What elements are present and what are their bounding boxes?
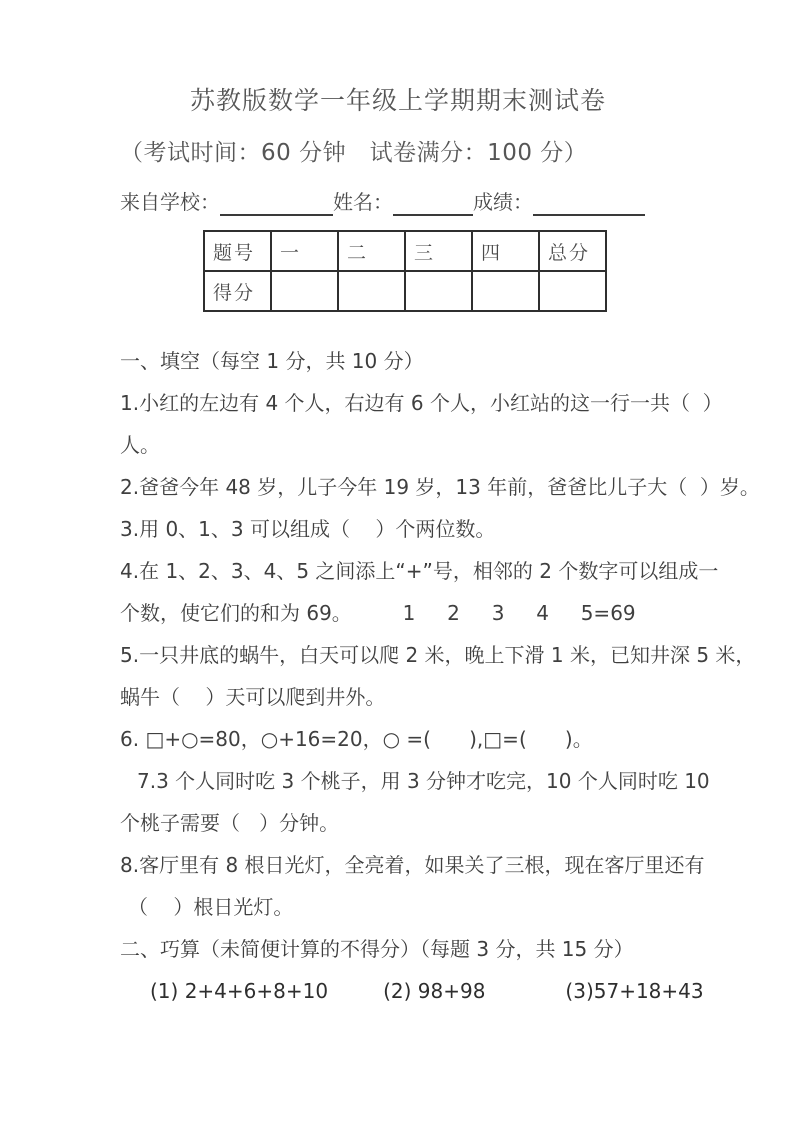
name-blank-field bbox=[393, 192, 473, 216]
score-table-empty-cell bbox=[338, 271, 405, 311]
score-table-score-row bbox=[204, 271, 606, 311]
question-5-line-1: 5.一只井底的蜗牛，白天可以爬 2 米，晚上下滑 1 米，已知井深 5 米， bbox=[120, 643, 756, 667]
question-5-line-2: 蜗牛（ ）天可以爬到井外。 bbox=[120, 685, 386, 709]
question-8-line-2: （ ）根日光灯。 bbox=[128, 895, 294, 919]
exam-info-subtitle: （考试时间：60 分钟 试卷满分：100 分） bbox=[120, 140, 588, 166]
question-8-line-1: 8.客厅里有 8 根日光灯，全亮着，如果关了三根，现在客厅里还有 bbox=[120, 853, 705, 877]
calc-problem-3: (3)57+18+43 bbox=[565, 979, 704, 1003]
score-table-cell-section-3: 三 bbox=[405, 231, 472, 271]
school-label: 来自学校： bbox=[120, 190, 220, 214]
question-1-line-1: 1.小红的左边有 4 个人，右边有 6 个人，小红站的这一行一共（ ） bbox=[120, 391, 723, 415]
section-one-heading: 一、填空（每空 1 分，共 10 分） bbox=[120, 349, 424, 373]
question-7-line-1: 7.3 个人同时吃 3 个桃子，用 3 分钟才吃完，10 个人同时吃 10 bbox=[137, 769, 710, 793]
section-two-heading: 二、巧算（未简便计算的不得分）（每题 3 分，共 15 分） bbox=[120, 937, 634, 961]
paper-title: 苏教版数学一年级上学期期末测试卷 bbox=[189, 86, 606, 115]
score-blank-field bbox=[533, 192, 645, 216]
question-1-line-2: 人。 bbox=[120, 433, 160, 457]
name-label: 姓名： bbox=[333, 190, 393, 214]
page-content bbox=[120, 84, 760, 1012]
calc-problem-2: (2) 98+98 bbox=[383, 979, 486, 1003]
score-table-cell-section-1: 一 bbox=[271, 231, 338, 271]
score-table-empty-cell bbox=[405, 271, 472, 311]
calculation-problems-row bbox=[120, 970, 704, 1012]
score-table-cell-question-label: 题号 bbox=[204, 231, 271, 271]
score-table-empty-cell bbox=[472, 271, 539, 311]
question-6-line: 6. □+○=80，○+16=20，○ =( ),□=( )。 bbox=[120, 727, 593, 751]
score-table-cell-score-label: 得分 bbox=[204, 271, 271, 311]
question-4-line-1: 4.在 1、2、3、4、5 之间添上“+”号，相邻的 2 个数字可以组成一 bbox=[120, 559, 719, 583]
question-3-line: 3.用 0、1、3 可以组成（ ）个两位数。 bbox=[120, 517, 496, 541]
score-table-header-row bbox=[204, 231, 606, 271]
score-table-cell-section-4: 四 bbox=[472, 231, 539, 271]
student-info-line bbox=[120, 188, 676, 216]
score-table-empty-cell bbox=[271, 271, 338, 311]
school-blank-field bbox=[220, 192, 333, 216]
questions-block bbox=[120, 340, 760, 1012]
question-4-line-2: 个数，使它们的和为 69。 1 2 3 4 5=69 bbox=[120, 601, 636, 625]
question-7-line-2: 个桃子需要（ ）分钟。 bbox=[120, 811, 340, 835]
score-table-empty-cell bbox=[539, 271, 606, 311]
score-table-cell-total: 总分 bbox=[539, 231, 606, 271]
question-2-line: 2.爸爸今年 48 岁，儿子今年 19 岁，13 年前，爸爸比儿子大（ ）岁。 bbox=[120, 475, 760, 499]
score-summary-table bbox=[203, 230, 607, 312]
calc-problem-1: (1) 2+4+6+8+10 bbox=[150, 979, 329, 1003]
score-table-cell-section-2: 二 bbox=[338, 231, 405, 271]
score-label: 成绩： bbox=[473, 190, 533, 214]
